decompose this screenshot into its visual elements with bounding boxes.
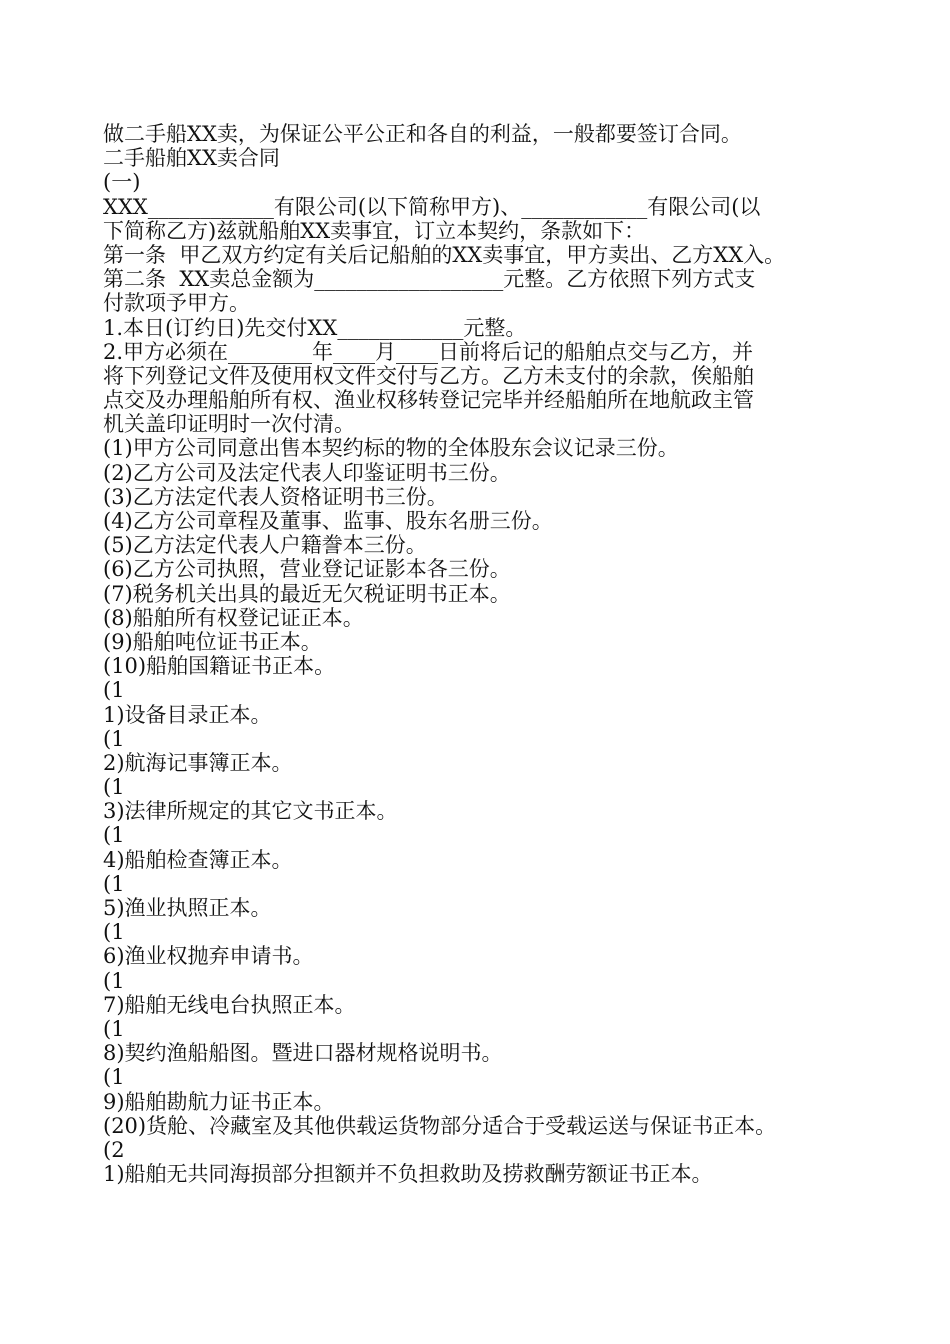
payment-item: 2.甲方必须在________年____月____日前将后记的船舶点交与乙方，并: [103, 339, 754, 364]
parties-line: XXX____________有限公司(以下简称甲方)、____________有限公司(以: [103, 194, 761, 219]
list-item: (1: [103, 1065, 125, 1090]
list-item: 4)船舶检查簿正本。: [103, 847, 293, 872]
list-item: 5)渔业执照正本。: [103, 896, 272, 920]
list-item: (1: [103, 678, 125, 703]
list-item: (9)船舶吨位证书正本。: [103, 629, 322, 654]
payment-item: 将下列登记文件及使用权文件交付与乙方。乙方未支付的余款，俟船舶: [103, 363, 754, 388]
list-item: (1)甲方公司同意出售本契约标的物的全体股东会议记录三份。: [103, 436, 679, 461]
list-item: 2)航海记事簿正本。: [103, 750, 293, 775]
list-item: (5)乙方法定代表人户籍誊本三份。: [103, 533, 427, 558]
intro-line: 做二手船XX卖，为保证公平公正和各自的利益，一般都要签订合同。: [103, 122, 742, 146]
list-item: (1: [103, 968, 125, 993]
list-item: 7)船舶无线电台执照正本。: [103, 992, 356, 1017]
list-item: (2)乙方公司及法定代表人印鉴证明书三份。: [103, 460, 511, 485]
article-2: 第二条 XX卖总金额为__________________元整。乙方依照下列方式支: [103, 267, 756, 292]
list-item: 8)契约渔船船图。暨进口器材规格说明书。: [103, 1041, 503, 1066]
list-item: (20)货舱、冷藏室及其他供载运货物部分适合于受载运送与保证书正本。: [103, 1113, 777, 1138]
list-item: (1: [103, 775, 125, 800]
list-item: (1: [103, 726, 125, 751]
section-number: (一): [103, 170, 141, 195]
parties-line: 下简称乙方)兹就船舶XX卖事宜，订立本契约，条款如下：: [103, 218, 646, 243]
list-item: (8)船舶所有权登记证正本。: [103, 605, 364, 630]
list-item: (2: [103, 1137, 125, 1162]
list-item: (3)乙方法定代表人资格证明书三份。: [103, 484, 448, 509]
contract-title: 二手船舶XX卖合同: [103, 146, 280, 171]
payment-item: 点交及办理船舶所有权、渔业权移转登记完毕并经船舶所在地航政主管: [103, 388, 754, 413]
list-item: 1)船舶无共同海损部分担额并不负担救助及捞救酬劳额证书正本。: [103, 1162, 713, 1187]
list-item: (1: [103, 871, 125, 896]
list-item: (4)乙方公司章程及董事、监事、股东名册三份。: [103, 509, 553, 533]
article-1: 第一条 甲乙双方约定有关后记船舶的XX卖事宜，甲方卖出、乙方XX入。: [103, 242, 786, 267]
list-item: 6)渔业权抛弃申请书。: [103, 944, 314, 969]
payment-item: 机关盖印证明时一次付清。: [103, 412, 355, 437]
list-item: (6)乙方公司执照，营业登记证影本各三份。: [103, 557, 511, 582]
list-item: (1: [103, 1016, 125, 1041]
list-item: 1)设备目录正本。: [103, 702, 272, 727]
list-item: 3)法律所规定的其它文书正本。: [103, 799, 398, 824]
article-2: 付款项予甲方。: [103, 291, 250, 316]
payment-item: 1.本日(订约日)先交付XX____________元整。: [103, 315, 527, 340]
list-item: (7)税务机关出具的最近无欠税证明书正本。: [103, 581, 511, 606]
list-item: (1: [103, 823, 125, 848]
list-item: 9)船舶勘航力证书正本。: [103, 1089, 335, 1114]
list-item: (1: [103, 920, 125, 945]
document-body: [103, 122, 863, 1186]
list-item: (10)船舶国籍证书正本。: [103, 654, 336, 679]
